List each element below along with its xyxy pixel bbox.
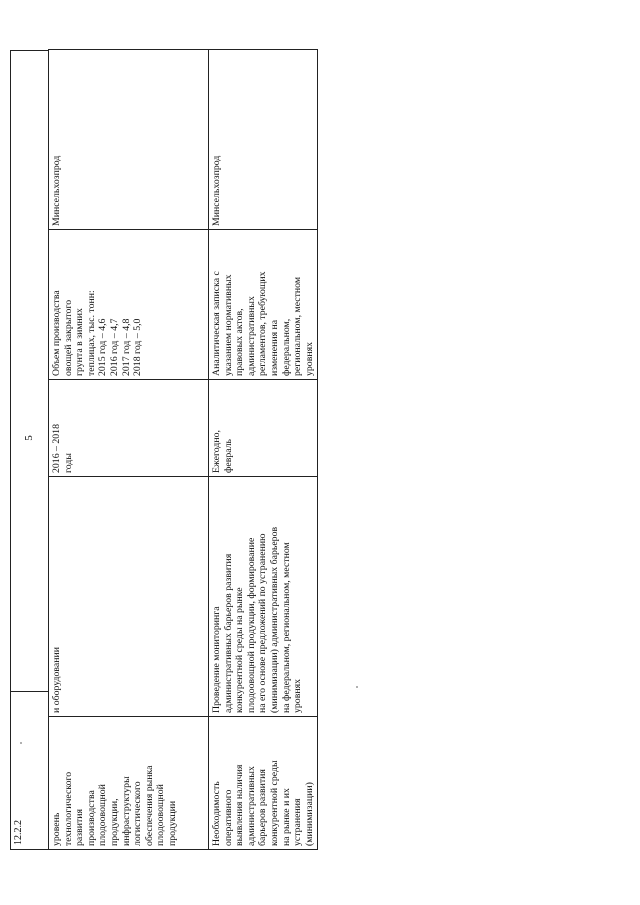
text-line: Ежегодно, (211, 430, 222, 473)
text-line: продукции (166, 800, 178, 846)
text-line: 2015 год – 4,6 (97, 318, 109, 376)
text-line: уровнях (292, 679, 304, 713)
text-line: на рынке и их (280, 788, 292, 846)
text-line: административных (245, 296, 257, 376)
text-line: инфраструктуры (120, 776, 132, 846)
text-line: 2016 год – 4,7 (108, 318, 120, 376)
text-line: развития (74, 808, 86, 846)
period-cell (209, 380, 318, 477)
text-line: плодоовощной (155, 784, 167, 846)
period-text (51, 383, 74, 473)
result-cell (49, 230, 209, 380)
rotated-table-container (48, 50, 315, 850)
text-line: теплицах, тыс. тонн: (85, 290, 97, 376)
text-line: Минсельхозпрод (51, 155, 62, 226)
result-text (51, 233, 144, 376)
text-line: барьеров развития (257, 769, 269, 846)
period-text (211, 383, 234, 473)
text-line: выявления наличия (234, 764, 246, 846)
problem-text (51, 720, 179, 846)
text-line: овощей закрытого (62, 299, 74, 376)
text-line: конкурентной среды (268, 760, 280, 846)
text-line: на его основе предложений по устранению (257, 533, 269, 713)
text-line: конкурентной среды на рынке (234, 587, 246, 713)
row-number-text: 12.2.2 (13, 820, 24, 845)
executor-cell (49, 50, 209, 230)
text-line: плодоовощной продукции, формирование (245, 537, 257, 713)
text-line: Проведение мониторинга (211, 606, 222, 713)
text-line: на федеральном, региональном, местном (280, 542, 292, 713)
executor-text (51, 53, 63, 226)
text-line: (минимизации) (303, 782, 315, 846)
period-cell (49, 380, 209, 477)
text-line: 2018 год – 5,0 (132, 318, 144, 376)
text-line: указанием нормативных (222, 274, 234, 376)
text-line: регламентов, требующих (257, 271, 269, 376)
text-line: устранения (292, 798, 304, 846)
executor-text (211, 53, 223, 226)
text-line: Объем производства (51, 290, 62, 376)
text-line: административных барьеров развития (222, 553, 234, 713)
executor-cell (209, 50, 318, 230)
text-line: правовых актов, (234, 308, 246, 376)
problem-text (211, 720, 315, 846)
text-line: изменения на (268, 319, 280, 376)
text-line: Необходимость (211, 781, 222, 846)
text-line: годы (62, 453, 74, 473)
text-line: грунта в зимних (74, 308, 86, 376)
page-number: 5 (22, 435, 35, 441)
measure-text (51, 480, 63, 713)
text-line: административных (245, 766, 257, 846)
scan-artifact (356, 686, 358, 688)
measures-table (48, 49, 318, 850)
text-line: Минсельхозпрод (211, 155, 222, 226)
text-line: продукции, (108, 798, 120, 846)
problem-cell (209, 717, 318, 850)
row-number-column (10, 50, 48, 850)
text-line: оперативного (222, 789, 234, 846)
text-line: региональном, местном (292, 276, 304, 376)
text-line: плодоовощной (97, 784, 109, 846)
result-text (211, 233, 315, 376)
text-line: уровень (51, 812, 62, 846)
result-cell (209, 230, 318, 380)
text-line: и оборудовании (51, 647, 62, 713)
text-line: 2016 – 2018 (51, 424, 62, 473)
text-line: февраль (222, 438, 234, 473)
problem-cell (49, 717, 209, 850)
text-line: федеральном, (280, 318, 292, 376)
text-line: производства (85, 790, 97, 846)
text-line: логистического (132, 781, 144, 846)
text-line: технологического (62, 771, 74, 846)
measure-cell (49, 477, 209, 717)
measure-text (211, 480, 304, 713)
text-line: уровнях (303, 342, 315, 376)
row-number-divider (10, 691, 48, 692)
table-row (209, 50, 318, 850)
text-line: (минимизации) административных барьеров (268, 526, 280, 713)
table-row (49, 50, 209, 850)
measure-cell (209, 477, 318, 717)
text-line: 2017 год – 4,8 (120, 318, 132, 376)
text-line: Аналитическая записка с (211, 271, 222, 376)
text-line: обеспечения рынка (143, 765, 155, 846)
